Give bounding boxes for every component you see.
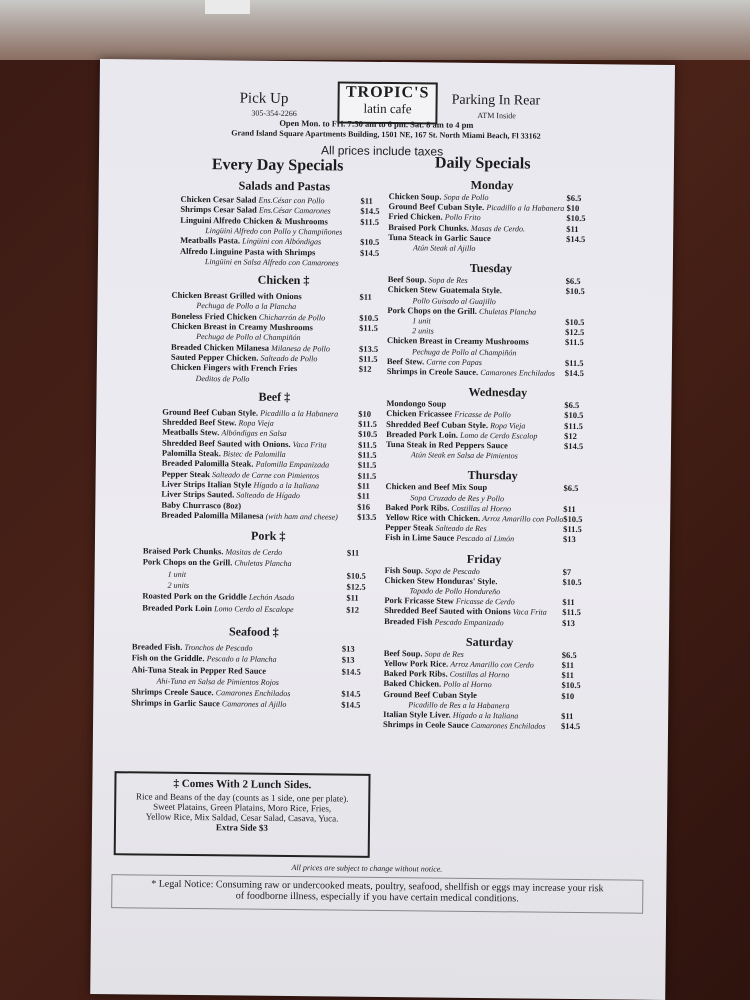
item-price: $10.5 xyxy=(561,680,581,691)
item-name: Fish on the Griddle. xyxy=(131,652,205,664)
item-translation: 2 units xyxy=(412,326,434,336)
section-title: Chicken ‡ xyxy=(257,272,310,288)
menu-item xyxy=(205,256,339,267)
item-translation: Sopa Cruzado de Res y Pollo xyxy=(410,492,505,503)
menu-item xyxy=(388,274,468,285)
item-translation: Vaca Frita xyxy=(512,607,547,618)
item-price: $10.5 xyxy=(346,570,366,581)
item-price: $6.5 xyxy=(566,192,582,204)
item-price: $14.5 xyxy=(561,721,581,732)
item-price: $12 xyxy=(346,604,360,615)
item-translation: Pollo Guisado al Guajillo xyxy=(412,295,496,306)
item-translation: Carne con Papas xyxy=(426,357,482,367)
item-price: $12.5 xyxy=(346,581,366,592)
item-name: Palomilla Steak. xyxy=(161,447,221,459)
item-name: Shrimps in Ceole Sauce xyxy=(383,719,469,731)
item-name: Shredded Beef Sauted with Onions xyxy=(384,605,511,617)
item-name: Tuna Steak in Red Peppers Sauce xyxy=(385,439,508,451)
item-translation: Salteado de Hígado xyxy=(236,490,300,501)
menu-item xyxy=(143,546,282,557)
item-translation: Hígado a la Italiana xyxy=(452,710,519,721)
item-translation: Pechuga de Pollo al Champiñón xyxy=(411,346,517,357)
item-name: Roasted Pork on the Griddle xyxy=(142,590,247,602)
item-name: Chicken Fingers with French Fries xyxy=(170,361,298,374)
item-price: $10.5 xyxy=(564,410,584,421)
item-name: Pork Chops on the Grill. xyxy=(387,304,477,316)
item-price: $11.5 xyxy=(563,524,582,535)
hours-text: Open Mon. to Fri. 7:30 am to 6 pm. Sat. 8 am to 4 pm xyxy=(279,117,474,130)
item-name: Liver Strips Sauted. xyxy=(161,488,235,500)
legal-line-2: of foodborne illness, especially if you have certain medical conditions. xyxy=(235,890,519,905)
item-translation: Ahi-Tuna en Salsa de Pimientos Rojos xyxy=(156,676,279,687)
item-name: Fried Chicken. xyxy=(388,211,443,222)
item-translation: Sopa de Pescado xyxy=(425,566,480,576)
item-name: Boneless Fried Chicken xyxy=(171,310,257,322)
item-price: $11.5 xyxy=(358,353,378,364)
item-name: Breaded Pork Loin xyxy=(142,602,213,613)
item-price: $11 xyxy=(561,670,574,681)
item-price: $12 xyxy=(564,430,577,441)
item-translation: Camarones Enchilados xyxy=(470,721,546,731)
item-name: Ground Beef Cuban Style. xyxy=(162,406,259,418)
item-translation: Tronchos de Pescado xyxy=(184,642,253,653)
menu-item xyxy=(385,565,480,576)
item-name: Shrimps in Creole Sauce. xyxy=(386,366,479,377)
item-name: Breaded Fish xyxy=(384,615,433,627)
item-translation: Camarones al Ajillo xyxy=(221,699,287,710)
item-translation: Arroz Amarillo con Cerdo xyxy=(450,659,534,670)
item-name: Shrimps Cesar Salad xyxy=(180,204,257,215)
menu-item xyxy=(142,591,294,603)
item-price: $10 xyxy=(561,690,575,701)
item-translation: Masitas de Cerdo xyxy=(225,547,283,558)
menu-item xyxy=(143,557,292,569)
sides-box xyxy=(114,771,371,858)
item-translation: Fricasse de Cerdo xyxy=(455,596,515,607)
item-name: Fish in Lime Sauce xyxy=(384,532,455,544)
item-price: $11 xyxy=(357,490,370,502)
item-price: $11.5 xyxy=(357,460,377,471)
taxes-note: All prices include taxes xyxy=(320,143,444,159)
item-name: Shredded Beef Cuban Style. xyxy=(386,418,489,430)
item-name: Chicken Stew Guatemala Style. xyxy=(387,284,502,296)
menu-item xyxy=(411,449,518,460)
item-price: $6.5 xyxy=(561,649,577,660)
sides-line-3: Yellow Rice, Mix Saldad, Cesar Salad, Casava, Yuca. xyxy=(145,811,339,824)
menu-item xyxy=(132,653,277,665)
menu-item xyxy=(196,300,296,311)
menu-item xyxy=(412,295,495,306)
menu-item xyxy=(131,698,286,710)
menu-item xyxy=(386,439,508,450)
item-translation: Atún Steak en Salsa de Pimientos xyxy=(410,450,518,461)
item-translation: Ropa Vieja xyxy=(490,420,526,431)
item-name: Beef Soup. xyxy=(387,274,427,285)
item-name: Linguini Alfredo Chicken & Mushrooms xyxy=(180,214,328,226)
item-translation: Lomo Cerdo al Escalope xyxy=(214,603,294,614)
item-price: $10.5 xyxy=(359,312,379,323)
item-name: Baby Churrasco (8oz) xyxy=(161,499,242,510)
atm-label: ATM Inside xyxy=(477,110,516,121)
item-translation: Lechón Asado xyxy=(248,592,295,603)
item-price: $14.5 xyxy=(341,666,361,677)
item-name: Ground Beef Cuban Style. xyxy=(388,201,485,213)
item-translation: Deditos de Pollo xyxy=(195,373,250,384)
menu-item xyxy=(161,509,338,521)
item-name: Chicken and Beef Mix Soup xyxy=(385,481,488,493)
item-price: $6.5 xyxy=(565,276,581,287)
item-price: $13 xyxy=(562,617,575,628)
menu-item xyxy=(384,616,504,627)
item-name: Breaded Chicken Milanesa xyxy=(170,341,270,353)
legal-line-1: * Legal Notice: Consuming raw or undercooked meats, poultry, seafood, shellfish or eggs may increase your risk xyxy=(151,878,604,895)
item-translation: Ropa Vieja xyxy=(238,418,274,428)
item-price: $11.5 xyxy=(564,420,583,431)
item-translation: Arroz Amarillo con Pollo xyxy=(482,514,564,524)
item-translation: Pollo al Horno xyxy=(443,680,492,690)
menu-item xyxy=(132,664,266,675)
sides-title: ‡ Comes With 2 Lunch Sides. xyxy=(173,777,312,792)
item-name: Fish Soup. xyxy=(384,564,424,575)
menu-item xyxy=(387,335,529,346)
menu-item xyxy=(388,284,502,295)
item-name: Chicken Cesar Salad xyxy=(180,193,257,205)
item-translation: Picadillo a la Habanera xyxy=(486,203,565,214)
item-price: $12.5 xyxy=(565,327,585,338)
item-translation: Chuletas Plancha xyxy=(478,306,537,317)
menu-item xyxy=(409,585,500,596)
menu-item xyxy=(196,373,250,384)
item-translation: Lomo de Cerdo Escalop xyxy=(460,430,538,441)
menu-item xyxy=(412,315,431,325)
menu-item xyxy=(383,689,477,700)
item-price: $11 xyxy=(359,291,372,302)
menu-item xyxy=(142,602,293,614)
menu-item xyxy=(180,245,315,256)
item-name: Beef Soup. xyxy=(383,647,423,659)
menu-item xyxy=(171,321,313,332)
item-name: Italian Style Liver. xyxy=(383,708,451,720)
item-price: $10.5 xyxy=(360,236,380,248)
item-name: Alfredo Linguine Pasta with Shrimps xyxy=(179,245,316,257)
item-price: $14.5 xyxy=(566,233,586,244)
item-name: Chicken Fricassee xyxy=(386,408,453,420)
item-name: Baked Chicken. xyxy=(383,678,442,689)
item-name: Braised Pork Chunks. xyxy=(142,545,224,557)
item-translation: Albóndigas en Salsa xyxy=(221,428,287,439)
item-price: $11.5 xyxy=(565,337,584,348)
item-name: Chicken Breast in Creamy Mushrooms xyxy=(387,335,529,347)
item-name: Sauted Pepper Chicken. xyxy=(170,351,259,363)
item-name: Breaded Fish. xyxy=(131,641,183,652)
sides-line-1: Rice and Beans of the day (counts as 1 side, one per plate). xyxy=(136,791,349,804)
item-translation: Bistec de Palomilla xyxy=(222,449,286,459)
item-translation: Salteado de Pollo xyxy=(260,353,318,364)
section-title: Salads and Pastas xyxy=(238,178,331,194)
item-translation: Camarones Enchilados xyxy=(215,688,291,699)
item-price: $11.5 xyxy=(357,470,377,481)
item-name: Baked Pork Ribs. xyxy=(385,501,450,513)
item-translation: Pescado al Limón xyxy=(456,534,515,544)
item-price: $11.5 xyxy=(357,439,377,450)
item-name: Pepper Steak xyxy=(385,522,434,533)
menu-item xyxy=(384,648,464,659)
item-price: $11.5 xyxy=(357,449,377,460)
menu-item xyxy=(168,568,187,578)
item-price: $11 xyxy=(566,223,579,234)
item-name: Beef Stew. xyxy=(386,355,425,367)
pickup-label: Pick Up xyxy=(239,90,289,107)
menu-item xyxy=(388,232,491,243)
extra-side: Extra Side $3 xyxy=(215,822,269,833)
menu-item xyxy=(132,641,253,652)
menu-item xyxy=(171,362,297,373)
menu-item xyxy=(387,305,536,317)
every-day-specials-title: Every Day Specials xyxy=(211,156,344,175)
item-translation: Chuletas Plancha xyxy=(234,558,292,569)
item-price: $10.5 xyxy=(563,513,583,525)
item-price: $10.5 xyxy=(562,576,582,587)
day-title: Saturday xyxy=(465,634,514,650)
item-name: Shredded Beef Stew. xyxy=(162,416,237,428)
item-translation: Lingüini en Salsa Alfredo con Camarones xyxy=(204,256,339,268)
item-translation: Costillas al Horno xyxy=(451,503,512,514)
item-name: Chicken Stew Honduras' Style. xyxy=(384,574,498,586)
menu-item xyxy=(386,398,446,409)
item-translation: Fricasse de Pollo xyxy=(454,410,511,420)
item-name: Chicken Breast Grilled with Onions xyxy=(171,289,302,302)
item-price: $14.5 xyxy=(563,440,584,452)
sides-line-2: Sweet Platains, Green Platains, Moro Rice, Fries, xyxy=(153,801,332,814)
item-price: $11 xyxy=(346,547,360,558)
item-price: $13.5 xyxy=(358,343,379,354)
item-price: $14.5 xyxy=(341,688,361,699)
menu-item xyxy=(171,290,301,301)
item-translation: Chicharrón de Pollo xyxy=(258,312,326,323)
menu-item xyxy=(412,325,434,335)
day-title: Tuesday xyxy=(469,261,513,276)
item-translation: Ens.César con Pollo xyxy=(258,195,325,206)
item-price: $6.5 xyxy=(564,400,580,411)
item-price: $10 xyxy=(566,203,580,214)
day-title: Friday xyxy=(466,551,502,566)
item-price: $11.5 xyxy=(358,418,377,430)
item-name: Shredded Beef Sauted with Onions. xyxy=(161,437,291,449)
item-price: $10.5 xyxy=(565,286,585,297)
item-translation: Pechuga de Pollo a la Plancha xyxy=(196,301,297,312)
item-name: Mondongo Soup xyxy=(386,398,447,409)
item-price: $11.5 xyxy=(564,357,584,368)
price-change-note: All prices are subject to change without notice. xyxy=(291,863,443,874)
item-name: Shrimps in Garlic Sauce xyxy=(131,697,220,709)
item-name: Chicken Soup. xyxy=(388,191,442,202)
item-translation: Hígado a la Italiana xyxy=(253,480,320,491)
item-translation: Palomilla Empanizada xyxy=(255,459,330,470)
item-name: Shrimps Creole Sauce. xyxy=(131,686,214,698)
item-translation: Pechuga de Pollo al Champiñón xyxy=(196,332,301,343)
item-translation: Sopa de Res xyxy=(428,275,468,286)
item-translation: Ens.César Camarones xyxy=(258,205,331,216)
item-translation: Lingüini con Albóndigas xyxy=(242,236,322,247)
item-price: $13 xyxy=(341,654,355,665)
item-translation: Salteado de Res xyxy=(435,523,487,534)
menu-item xyxy=(385,575,498,586)
menu-item xyxy=(387,366,555,378)
item-price: $6.5 xyxy=(563,483,579,494)
day-title: Monday xyxy=(470,177,514,193)
item-translation: Pescado a la Plancha xyxy=(206,654,277,665)
item-price: $11 xyxy=(346,592,359,604)
item-translation: 1 unit xyxy=(167,569,187,579)
item-price: $13 xyxy=(562,534,576,545)
menu-item xyxy=(383,719,546,731)
item-price: $11 xyxy=(561,710,574,721)
menu-item xyxy=(180,214,328,226)
item-name: Yellow Pork Rice. xyxy=(383,657,449,669)
day-title: Wednesday xyxy=(468,385,528,400)
menu-item xyxy=(386,481,488,492)
item-translation: Tapado de Pollo Hondureño xyxy=(409,586,501,597)
section-title: Pork ‡ xyxy=(250,528,286,544)
item-name: Chicken Breast in Creamy Mushrooms xyxy=(171,320,313,333)
menu-item xyxy=(385,532,514,543)
item-price: $10 xyxy=(358,408,372,419)
item-translation: Picadillo de Res a la Habanera xyxy=(408,700,510,711)
item-price: $11.5 xyxy=(360,216,380,227)
item-price: $11.5 xyxy=(562,607,581,618)
item-name: Baked Pork Ribs. xyxy=(383,668,448,679)
item-translation: Picadillo a la Habanera xyxy=(260,408,339,419)
item-name: Pepper Steak xyxy=(161,468,210,479)
item-price: $16 xyxy=(357,501,371,512)
menu-item xyxy=(388,211,480,222)
item-price: $11 xyxy=(562,597,575,608)
menu-item xyxy=(131,686,290,698)
item-translation: Lingüini Alfredo con Pollo y Champiñones xyxy=(205,225,343,237)
item-translation: Pescado Empanizado xyxy=(434,617,504,627)
logo-subtitle: latin cafe xyxy=(363,100,412,117)
item-price: $13 xyxy=(341,643,355,654)
item-price: $14.5 xyxy=(341,699,361,711)
item-price: $10.5 xyxy=(565,316,585,328)
item-name: Ahi-Tuna Steak in Pepper Red Sauce xyxy=(131,663,267,676)
section-title: Beef ‡ xyxy=(258,389,291,404)
item-price: $11.5 xyxy=(359,322,378,333)
parking-label: Parking In Rear xyxy=(451,92,541,109)
item-translation: Vaca Frita xyxy=(292,439,327,450)
item-translation: Camarones Enchilados xyxy=(480,367,555,378)
item-price: $10.5 xyxy=(358,429,378,440)
menu-sheet xyxy=(90,59,675,1000)
item-translation: Masas de Cerdo. xyxy=(470,223,526,234)
item-price: $12 xyxy=(358,363,372,375)
item-translation: 2 units xyxy=(167,580,190,590)
menu-item xyxy=(387,356,482,367)
daily-specials-title: Daily Specials xyxy=(434,154,531,173)
item-name: Pork Chops on the Grill. xyxy=(142,556,233,568)
item-name: Breaded Palomilla Milanesa xyxy=(161,509,264,521)
menu-item xyxy=(196,331,301,342)
background-paper-corner xyxy=(205,0,250,14)
logo-name: TROPIC'S xyxy=(345,83,430,102)
item-translation: Sopa de Pollo xyxy=(443,192,489,203)
item-price: $10.5 xyxy=(566,213,586,224)
item-name: Liver Strips Italian Style xyxy=(161,478,252,490)
item-price: $11 xyxy=(360,195,373,206)
item-price: $11 xyxy=(563,503,576,514)
address-text: Grand Island Square Apartments Building, 1501 NE, 167 St. North Miami Beach, Fl 33162 xyxy=(231,128,541,141)
item-price: $14.5 xyxy=(564,367,584,379)
item-name: Pork Fricasse Stew xyxy=(384,595,454,606)
item-name: Tuna Steack in Garlic Sauce xyxy=(388,231,491,243)
item-name: Breaded Pork Loin. xyxy=(386,428,459,440)
item-translation: (with ham and cheese) xyxy=(265,511,338,522)
item-translation: Atún Steak al Ajillo xyxy=(413,243,476,253)
menu-item xyxy=(156,675,279,686)
legal-notice xyxy=(111,874,643,914)
item-translation: Costillas al Horno xyxy=(449,669,510,680)
item-name: Meatballs Stew. xyxy=(162,427,220,438)
phone-number: 305-354-2266 xyxy=(251,108,297,119)
item-price: $7 xyxy=(562,566,572,577)
item-price: $11 xyxy=(561,659,575,670)
item-name: Breaded Palomilla Steak. xyxy=(161,457,254,469)
background-wall xyxy=(0,0,750,60)
menu-item xyxy=(161,499,241,510)
item-translation: Milanesa de Pollo xyxy=(271,343,330,354)
item-name: Ground Beef Cuban Style xyxy=(383,688,478,700)
item-name: Braised Pork Chunks. xyxy=(388,221,469,233)
section-title: Seafood ‡ xyxy=(228,624,279,639)
item-price: $11 xyxy=(357,480,370,491)
menu-item xyxy=(410,492,504,503)
item-translation: Pollo Frito xyxy=(444,212,481,223)
item-translation: Sopa de Res xyxy=(424,649,464,659)
item-name: Meatballs Pasta. xyxy=(180,235,241,246)
item-price: $14.5 xyxy=(360,206,380,217)
item-translation: Salteado de Carne con Pimientos xyxy=(212,469,320,480)
menu-item xyxy=(167,580,189,590)
item-price: $13.5 xyxy=(357,511,377,522)
item-name: Yellow Rice with Chicken. xyxy=(385,512,481,523)
day-title: Thursday xyxy=(467,468,518,483)
item-price: $14.5 xyxy=(359,247,380,258)
item-translation: 1 unit xyxy=(412,316,431,326)
menu-item xyxy=(413,242,475,253)
